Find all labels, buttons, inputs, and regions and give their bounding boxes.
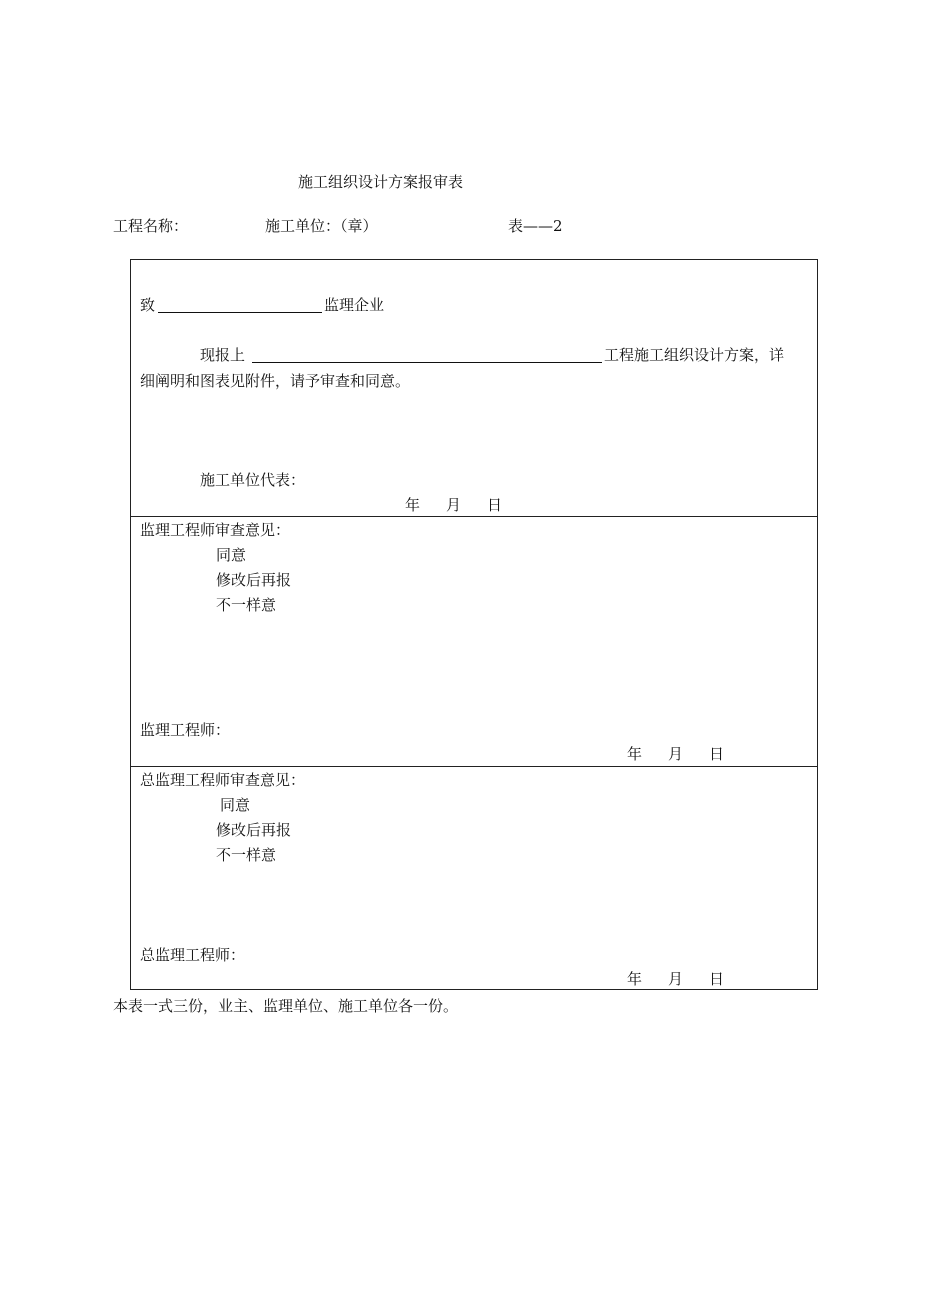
report-suffix: 工程施工组织设计方案，详 [604,346,785,364]
addressee-prefix: 致 [140,296,156,314]
date-year: 年 [627,745,643,763]
section-divider [131,516,817,517]
chief-option-revise: 修改后再报 [216,821,292,839]
review-form-table [130,259,818,990]
supervisor-company-blank [158,312,322,313]
date-year: 年 [405,496,421,514]
date-month: 月 [668,970,684,988]
section-divider [131,766,817,767]
date-day: 日 [487,496,503,514]
contractor-rep-label: 施工单位代表： [200,471,306,489]
chief-signature-label: 总监理工程师： [140,946,246,964]
chief-option-reject: 不一样意 [216,846,277,864]
project-name-label: 工程名称： [113,217,189,235]
report-prefix: 现报上 [200,346,246,364]
chief-review-date [627,969,724,989]
chief-review-heading: 总监理工程师审查意见： [140,771,306,789]
engineer-review-heading: 监理工程师审查意见： [140,521,291,539]
contractor-label: 施工单位：（章） [265,217,378,235]
date-year: 年 [627,970,643,988]
engineer-option-reject: 不一样意 [216,596,277,614]
report-line2: 细阐明和图表见附件，请予审查和同意。 [140,372,411,390]
engineer-option-revise: 修改后再报 [216,571,292,589]
engineer-option-approve: 同意 [216,546,247,564]
addressee-suffix: 监理企业 [324,296,385,314]
document-title: 施工组织设计方案报审表 [298,173,464,191]
date-month: 月 [446,496,462,514]
date-day: 日 [709,745,725,763]
submission-date [405,495,502,515]
form-number: 表——2 [508,217,563,235]
project-name-blank [252,362,602,363]
engineer-signature-label: 监理工程师： [140,721,231,739]
engineer-review-date [627,744,724,764]
date-day: 日 [709,970,725,988]
footnote: 本表一式三份，业主、监理单位、施工单位各一份。 [113,997,459,1015]
date-month: 月 [668,745,684,763]
chief-option-approve: 同意 [220,796,251,814]
